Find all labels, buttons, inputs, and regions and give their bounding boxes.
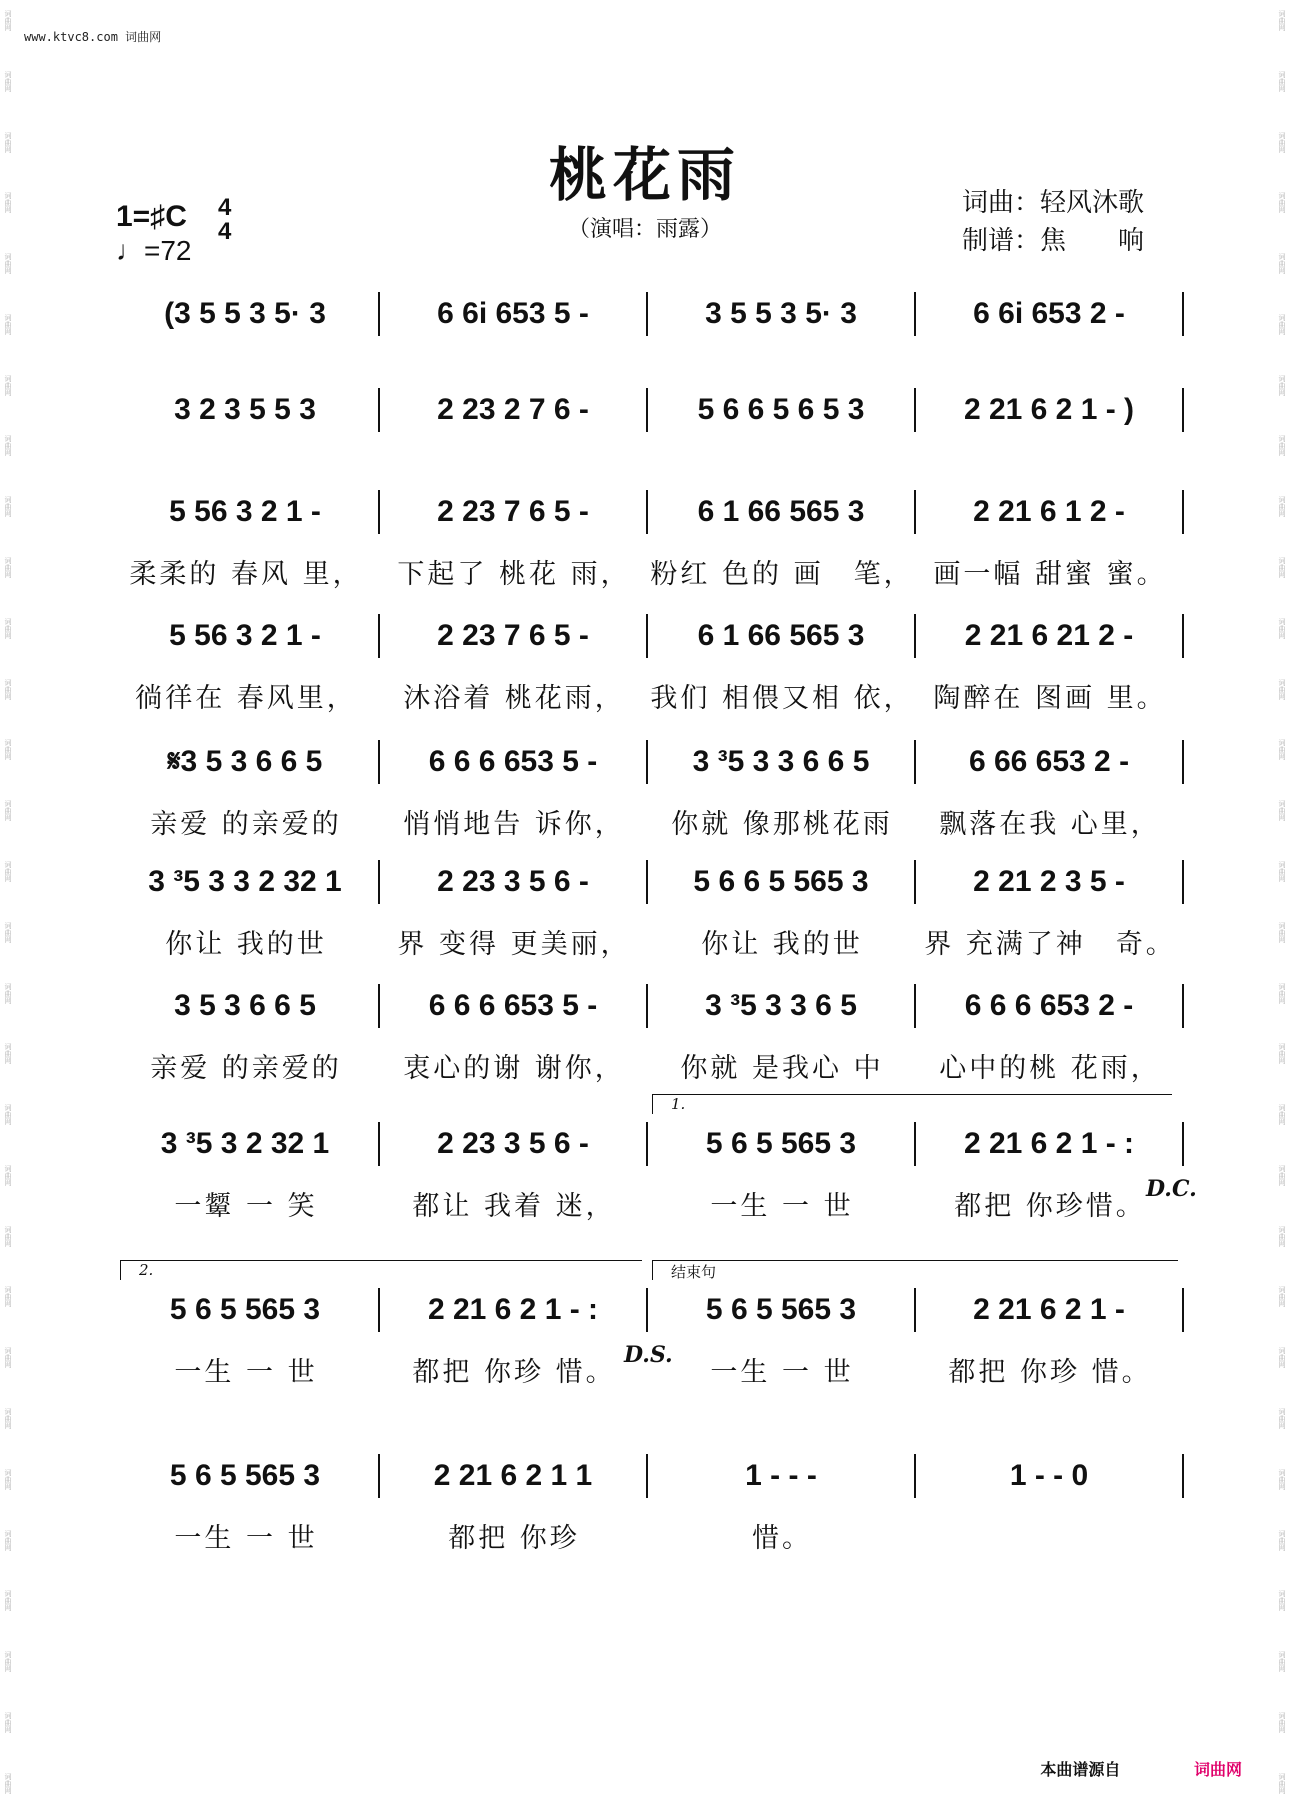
lyric: 亲爱 的亲爱的: [150, 809, 342, 840]
site-url: www.ktvc8.com 词曲网: [24, 30, 162, 44]
dc-mark: D.C.: [1146, 1176, 1197, 1202]
ending-bracket-2: [120, 1260, 642, 1280]
measure: 6 6i 653 5 -: [378, 292, 646, 336]
lyric: 你让 我的世: [165, 929, 327, 960]
lyric: 徜徉在 春风里，: [135, 683, 357, 714]
measure: 6 6i 653 2 -: [914, 292, 1182, 336]
lyric: 我们 相偎又相 依，: [650, 683, 914, 714]
lyric: 一颦 一 笑: [174, 1191, 318, 1222]
measure: (3 5 5 3 5· 3: [164, 297, 326, 330]
measure: 6 66 653 2 -: [914, 740, 1182, 784]
measure: 2 21 6 2 1 -: [914, 1288, 1182, 1332]
credit-transcribe: 制谱：焦 响: [962, 226, 1145, 256]
measure: 2 21 6 2 1 - :: [378, 1288, 646, 1332]
lyric: 都把 你珍: [448, 1523, 580, 1554]
lyric: 都把 你珍惜。: [954, 1191, 1146, 1222]
lyric: 陶醉在 图画 里。: [933, 683, 1167, 714]
lyric: 一生 一 世: [710, 1357, 854, 1388]
measure: 2 23 3 5 6 -: [378, 860, 646, 904]
measure: 3 2 3 5 5 3: [174, 393, 316, 426]
notes-row: [112, 386, 1184, 434]
measure: 2 23 2 7 6 -: [378, 388, 646, 432]
ending-bracket-1: [652, 1094, 1172, 1114]
measure: 3 ³5 3 3 6 5: [646, 984, 914, 1028]
lyric: 界 变得 更美丽，: [397, 929, 631, 960]
notes-row: [112, 1452, 1184, 1500]
lyric: 都把 你珍 惜。: [948, 1357, 1152, 1388]
measure: 2 21 6 1 2 -: [914, 490, 1182, 534]
lyric: 界 充满了神 奇。: [924, 929, 1176, 960]
ending-label: 1.: [671, 1095, 686, 1113]
lyrics-row: [112, 552, 1184, 591]
lyric: 亲爱 的亲爱的: [150, 1053, 342, 1084]
lyrics-row: [112, 802, 1184, 841]
measure: 2 21 6 21 2 -: [914, 614, 1182, 658]
lyrics-row: [112, 676, 1184, 715]
notes-row: [112, 1286, 1184, 1334]
ending-label: 2.: [139, 1261, 154, 1279]
notes-row: [112, 858, 1184, 906]
tempo-marking: ♩=72: [116, 235, 192, 266]
lyric: 下起了 桃花 雨，: [397, 559, 631, 590]
measure: 𝄋3 5 3 6 6 5: [167, 745, 323, 778]
ending-bracket-final: [652, 1260, 1178, 1280]
measure: 5 6 5 565 3: [169, 1459, 321, 1492]
measure: 2 21 6 2 1 1: [378, 1454, 646, 1498]
measure: 2 21 2 3 5 -: [914, 860, 1182, 904]
notes-row: [112, 738, 1184, 786]
credit-lyrics-music: 词曲：轻风沐歌: [962, 188, 1145, 218]
score-system-10: [112, 1452, 1184, 1555]
lyrics-row: [112, 1046, 1184, 1085]
measure: 5 6 6 5 6 5 3: [646, 388, 914, 432]
score-system-1: [112, 290, 1184, 338]
measure: 6 1 66 565 3: [646, 614, 914, 658]
time-signature: [218, 196, 231, 244]
measure: 5 6 6 5 565 3: [646, 860, 914, 904]
lyric: 都让 我着 迷，: [412, 1191, 616, 1222]
key-signature: 1=♯C: [116, 200, 187, 233]
lyric: 沐浴着 桃花雨，: [403, 683, 625, 714]
notes-row: [112, 982, 1184, 1030]
right-watermark-strip: 词曲网 词曲网 词曲网 词曲网 词曲网 词曲网 词曲网 词曲网 词曲网 词曲网 词曲网 词曲网 词曲网 词曲网 词曲网 词曲网 词曲网 词曲网 词曲网 词曲网 词曲网 词曲网 词曲网 词曲网 词曲网 词曲网 词曲网 词曲网 词曲网 词曲网: [1278, 10, 1286, 1794]
lyric: 悄悄地告 诉你，: [403, 809, 625, 840]
score-system-5: [112, 738, 1184, 841]
lyric: 一生 一 世: [710, 1191, 854, 1222]
notes-row: [112, 488, 1184, 536]
lyric: 一生 一 世: [174, 1357, 318, 1388]
source-label: 本曲谱源自: [1040, 1760, 1121, 1779]
measure: 1 - - -: [646, 1454, 914, 1498]
lyric: 衷心的谢 谢你，: [403, 1053, 625, 1084]
left-watermark-strip: 词曲网 词曲网 词曲网 词曲网 词曲网 词曲网 词曲网 词曲网 词曲网 词曲网 词曲网 词曲网 词曲网 词曲网 词曲网 词曲网 词曲网 词曲网 词曲网 词曲网 词曲网 词曲网 词曲网 词曲网 词曲网 词曲网 词曲网 词曲网 词曲网 词曲网: [4, 10, 12, 1794]
measure: 3 ³5 3 2 32 1: [160, 1127, 330, 1160]
song-singer: （演唱：雨露）: [567, 217, 722, 242]
measure: 5 6 5 565 3: [646, 1122, 914, 1166]
measure: 5 56 3 2 1 -: [169, 619, 321, 652]
measure: 2 23 7 6 5 -: [378, 614, 646, 658]
lyric: 你让 我的世: [701, 929, 863, 960]
ending-label: 结束句: [671, 1263, 717, 1281]
score-system-9: [112, 1286, 1184, 1389]
measure: 6 6 6 653 5 -: [378, 984, 646, 1028]
measure: 3 ³5 3 3 6 6 5: [646, 740, 914, 784]
measure: 3 5 3 6 6 5: [174, 989, 316, 1022]
measure: 2 21 6 2 1 - :: [914, 1122, 1182, 1166]
lyric: 画一幅 甜蜜 蜜。: [933, 559, 1167, 590]
ds-mark: D.S.: [624, 1342, 673, 1368]
lyrics-row: [112, 1516, 1184, 1555]
key-tempo-block: [116, 200, 192, 268]
measure: 2 21 6 2 1 - ): [914, 388, 1182, 432]
lyric: 飘落在我 心里，: [939, 809, 1161, 840]
time-signature-bottom: 4: [218, 218, 232, 245]
lyrics-row: [112, 1184, 1184, 1223]
measure: 5 6 5 565 3: [646, 1288, 914, 1332]
footer-brand-link[interactable]: 词曲网: [1193, 1760, 1242, 1779]
lyric: 惜。: [752, 1523, 812, 1554]
lyric: 柔柔的 春风 里，: [129, 559, 363, 590]
song-title: 桃花雨: [548, 141, 741, 209]
measure: 5 6 5 565 3: [169, 1293, 321, 1326]
score-system-8: [112, 1120, 1184, 1223]
lyric: [916, 1516, 1184, 1555]
lyric: 你就 像那桃花雨: [671, 809, 893, 840]
measure: 5 56 3 2 1 -: [169, 495, 321, 528]
lyric: 都把 你珍 惜。: [412, 1357, 616, 1388]
lyric: 你就 是我心 中: [680, 1053, 884, 1084]
notes-row: [112, 1120, 1184, 1168]
score-system-3: [112, 488, 1184, 591]
measure: 2 23 7 6 5 -: [378, 490, 646, 534]
measure: 6 1 66 565 3: [646, 490, 914, 534]
lyric: 粉红 色的 画 笔，: [650, 559, 914, 590]
score-system-6: [112, 858, 1184, 961]
lyrics-row: [112, 922, 1184, 961]
measure: 1 - - 0: [914, 1454, 1182, 1498]
lyric: 一生 一 世: [174, 1523, 318, 1554]
score-system-2: [112, 386, 1184, 434]
lyric: 心中的桃 花雨，: [939, 1053, 1161, 1084]
measure: 3 ³5 3 3 2 32 1: [148, 865, 342, 898]
time-signature-top: 4: [218, 194, 232, 221]
score-system-4: [112, 612, 1184, 715]
measure: 3 5 5 3 5· 3: [646, 292, 914, 336]
credits: [962, 184, 1144, 260]
notes-row: [112, 290, 1184, 338]
notes-row: [112, 612, 1184, 660]
footer: [1040, 1757, 1242, 1780]
measure: 2 23 3 5 6 -: [378, 1122, 646, 1166]
measure: 6 6 6 653 5 -: [378, 740, 646, 784]
measure: 6 6 6 653 2 -: [914, 984, 1182, 1028]
score-system-7: [112, 982, 1184, 1085]
